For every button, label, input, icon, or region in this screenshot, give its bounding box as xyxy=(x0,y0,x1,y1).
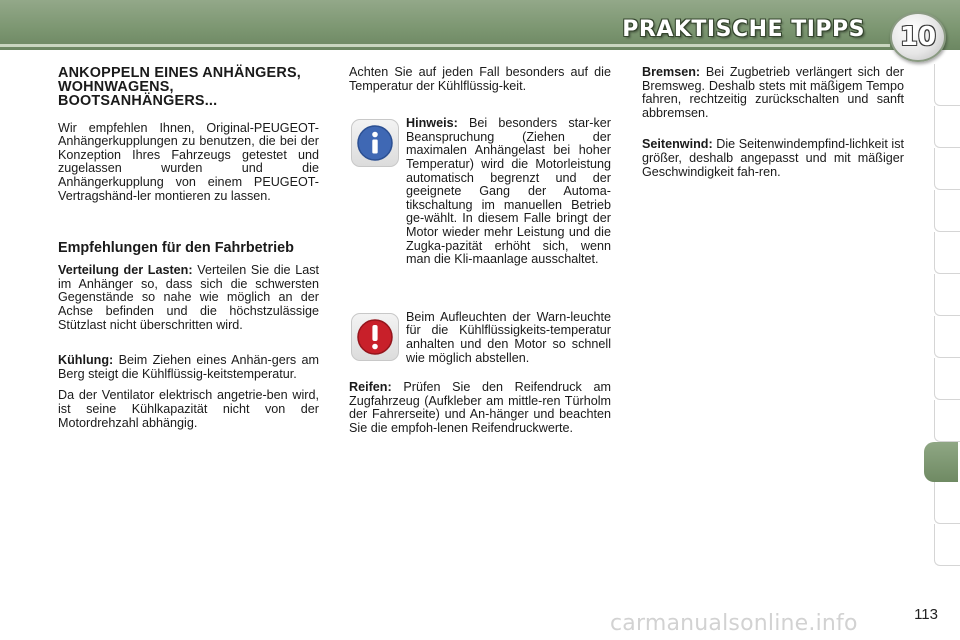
section-tabs xyxy=(930,64,960,566)
section-tab[interactable] xyxy=(934,524,960,566)
crosswind-paragraph xyxy=(642,138,904,179)
column-left xyxy=(58,66,319,430)
loading-text: Verteilen Sie die Last im Anhänger so, dass sich die schwersten Gegenstände so nahe wie möglich an der Achse befinden und die höchstzulässige Stützlast nicht überschritten wird. xyxy=(58,263,320,332)
brakes-paragraph xyxy=(642,66,904,120)
header-stripe xyxy=(0,44,890,47)
section-tab[interactable] xyxy=(934,106,960,148)
info-icon xyxy=(351,119,399,167)
loading-paragraph xyxy=(58,264,319,332)
intro-paragraph: Wir empfehlen Ihnen, Original-PEUGEOT-Anhängerkupplungen zu benutzen, die bei der Konzeption Ihres Fahrzeugs getestet und zugelassen wurden und die Anhängerkupplung von einem PEUGEOT-Vertragshänd-ler montieren zu lassen. xyxy=(58,120,319,203)
warning-block xyxy=(349,311,611,365)
warning-icon xyxy=(351,313,399,361)
section-tab-active[interactable] xyxy=(924,442,958,482)
brakes-label: Bremsen: xyxy=(642,65,701,79)
section-tab[interactable] xyxy=(934,482,960,524)
brakes-text: Bei Zugbetrieb verlängert sich der Bremsweg. Deshalb stets mit mäßigem Tempo fahren, rechtzeitig zurückschalten und sanft abbremsen. xyxy=(642,65,904,120)
section-tab[interactable] xyxy=(934,148,960,190)
section-tab[interactable] xyxy=(934,64,960,106)
tyres-label: Reifen: xyxy=(349,380,392,395)
temperature-paragraph: Achten Sie auf jeden Fall besonders auf die Temperatur der Kühlflüssig-keit. xyxy=(349,65,611,93)
section-tab[interactable] xyxy=(934,316,960,358)
section-heading: ANKOPPELN EINES ANHÄNGERS, WOHNWAGENS, BOOTSANHÄNGERS... xyxy=(58,65,301,110)
section-tab[interactable] xyxy=(934,232,960,274)
chapter-number: 10 xyxy=(899,22,937,52)
loading-label: Verteilung der Lasten: xyxy=(58,263,193,278)
cooling-text: Beim Ziehen eines Anhän-gers am Berg steigt die Kühlflüssig-keitstemperatur. xyxy=(58,353,320,381)
warning-paragraph: Beim Aufleuchten der Warn-leuchte für die Kühlflüssigkeits-temperatur anhalten und den Motor so schnell wie möglich abstellen. xyxy=(406,309,611,365)
note-text: Bei besonders star-ker Beanspruchung (Ziehen der maximalen Anhängelast bei hoher Temperatur) wird die Motorleistung automatisch begrenzt und der geeignete Gang der Automa-tikschaltung im manuellen Betrieb ge-wählt. In diesem Falle bringt der Motor wieder mehr Leistung und die Zugka-pazität erhöht sich, wenn man die Kli-maanlage ausschaltet. xyxy=(406,116,611,267)
watermark: carmanualsonline.info xyxy=(610,611,858,636)
note-block xyxy=(349,117,611,267)
crosswind-label: Seitenwind: xyxy=(642,137,713,152)
section-tab[interactable] xyxy=(934,190,960,232)
column-middle xyxy=(349,66,611,435)
chapter-badge xyxy=(890,12,946,62)
tyres-text: Prüfen Sie den Reifendruck am Zugfahrzeug (Aufkleber am mittle-ren Türholm der Fahrerseite) und An-hänger und beachten Sie die empfoh-lenen Reifendruckwerte. xyxy=(349,380,612,435)
cooling-label: Kühlung: xyxy=(58,353,114,368)
section-tab[interactable] xyxy=(934,358,960,400)
fan-paragraph: Da der Ventilator elektrisch angetrie-ben wird, ist seine Kühlkapazität nicht von der Motordrehzahl abhängig. xyxy=(58,388,319,430)
cooling-paragraph xyxy=(58,354,319,381)
note-label: Hinweis: xyxy=(406,116,458,131)
chapter-title: PRAKTISCHE TIPPS xyxy=(622,17,865,42)
section-tab[interactable] xyxy=(934,400,960,442)
section-tab[interactable] xyxy=(934,274,960,316)
crosswind-text: Die Seitenwindempfind-lichkeit ist größer, deshalb angepasst und mit mäßiger Geschwindigkeit fah-ren. xyxy=(642,137,904,179)
page-number: 113 xyxy=(914,606,938,623)
tyres-paragraph xyxy=(349,381,611,435)
column-right xyxy=(642,66,904,179)
driving-advice-heading: Empfehlungen für den Fahrbetrieb xyxy=(58,240,294,257)
